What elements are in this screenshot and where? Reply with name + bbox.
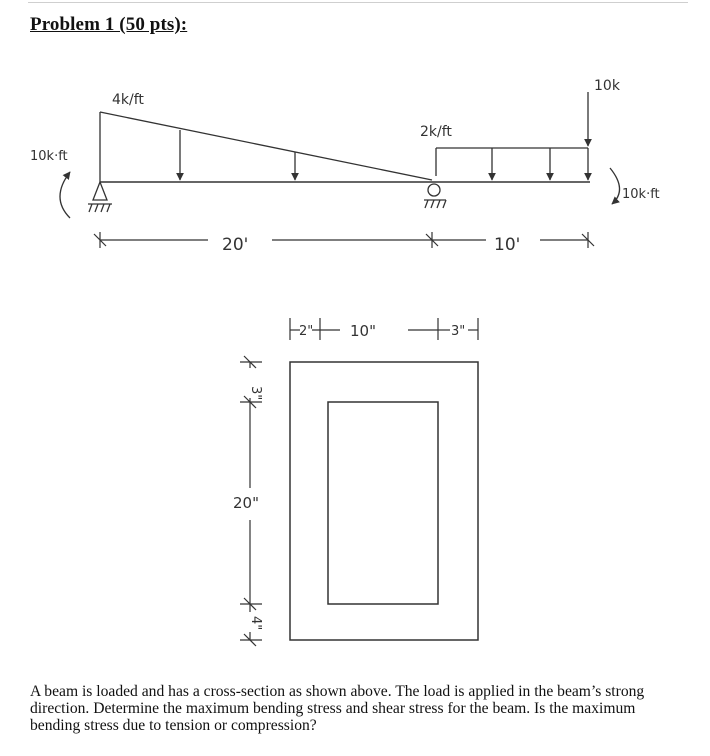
point-load-label: 10k <box>594 78 620 94</box>
pin-support <box>88 182 112 212</box>
section-height-mid-label: 20" <box>233 494 259 512</box>
section-inner-rect <box>328 402 438 604</box>
span-left-label: 20' <box>222 235 249 255</box>
moment-right-arrow <box>610 168 620 204</box>
triangular-load <box>100 112 432 182</box>
span-right-label: 10' <box>494 235 521 255</box>
section-height-bottom-label: 4" <box>248 616 263 631</box>
moment-right-label: 10k·ft <box>622 187 660 202</box>
section-width-dimension <box>290 318 478 340</box>
roller-support <box>424 184 446 208</box>
section-height-top-label: 3" <box>248 386 263 401</box>
section-width-mid-label: 10" <box>350 322 376 340</box>
section-width-left-label: 2" <box>299 324 314 339</box>
distributed-load-right-label: 2k/ft <box>420 124 452 140</box>
moment-left-arrow <box>60 172 70 218</box>
problem-title: Problem 1 (50 pts): <box>30 14 188 35</box>
problem-statement: A beam is loaded and has a cross-section as shown above. The load is applied in the beam’s strong direction. Determine the maximum bending stress and shear stress for the beam. Is the maximum bending stress due to tension or compression? <box>30 683 645 734</box>
section-width-right-label: 3" <box>451 324 466 339</box>
distributed-load-left-label: 4k/ft <box>112 92 144 108</box>
section-outer-rect <box>290 362 478 640</box>
uniform-load <box>436 148 588 180</box>
moment-left-label: 10k·ft <box>30 149 68 164</box>
